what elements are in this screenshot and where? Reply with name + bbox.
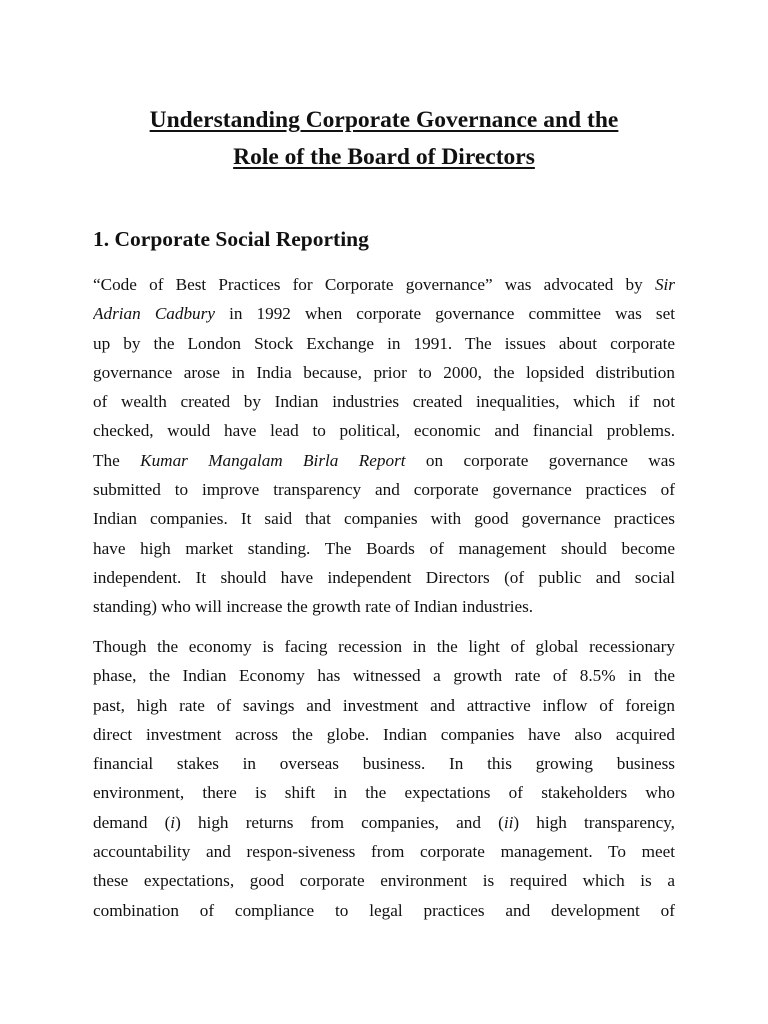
italic-text: Kumar Mangalam Birla Report [140,450,406,470]
paragraph-line: combination of compliance to legal practices and development of [93,900,675,920]
paragraph-line: governance arose in India because, prior to 2000, the lopsided distribution [93,362,675,382]
paragraph-line: past, high rate of savings and investment and attractive inflow of foreign [93,695,675,715]
italic-text: i [170,812,176,832]
title-line-1: Understanding Corporate Governance and the [149,107,619,133]
text-run: “Code of Best Practices for Corporate governance” was advocated by [93,275,643,294]
paragraph-line: submitted to improve transparency and corporate governance practices of [93,480,675,500]
section-heading: 1. Corporate Social Reporting [93,227,369,251]
paragraph-line [93,299,675,328]
paragraph-line: Though the economy is facing recession in the light of global recessionary [93,637,675,656]
paragraph-line [93,446,675,475]
paragraph-line [93,808,675,837]
paragraph-line: checked, would have lead to political, economic and financial problems. [93,421,675,441]
italic-text: Sir [654,275,675,294]
text-run: ) high transparency, [513,812,675,832]
paragraph-line: accountability and respon-siveness from corporate management. To meet [93,842,675,862]
paragraph-line: financial stakes in overseas business. In this growing business [93,754,675,774]
paragraph-line: Indian companies. It said that companies with good governance practices [93,509,675,529]
italic-text: Adrian Cadbury [93,304,215,324]
paragraph-line: phase, the Indian Economy has witnessed a growth rate of 8.5% in the [93,666,675,686]
paragraph-line: environment, there is shift in the expectations of stakeholders who [93,783,675,803]
paragraph-line: standing) who will increase the growth rate of Indian industries. [93,597,534,617]
text-run: ) high returns from companies, and ( [175,812,504,832]
title-line-2: Role of the Board of Directors [233,144,535,170]
paragraph-line: independent. It should have independent Directors (of public and social [93,567,675,587]
paragraph-line: these expectations, good corporate environment is required which is a [93,871,675,891]
text-run: The [93,450,120,470]
document-title [60,102,708,176]
italic-text: ii [503,812,514,832]
text-run: in 1992 when corporate governance committee was set [229,304,675,324]
text-run: on corporate governance was [425,450,675,470]
paragraph-line [93,270,675,299]
paragraph-line: direct investment across the globe. Indian companies have also acquired [93,724,675,744]
text-run: demand ( [93,812,171,832]
paragraph-line: of wealth created by Indian industries created inequalities, which if not [93,392,675,412]
paragraph-1 [93,270,675,622]
paragraph-2 [93,632,675,925]
paragraph-line: have high market standing. The Boards of management should become [93,538,675,558]
paragraph-line: up by the London Stock Exchange in 1991. The issues about corporate [93,333,675,353]
